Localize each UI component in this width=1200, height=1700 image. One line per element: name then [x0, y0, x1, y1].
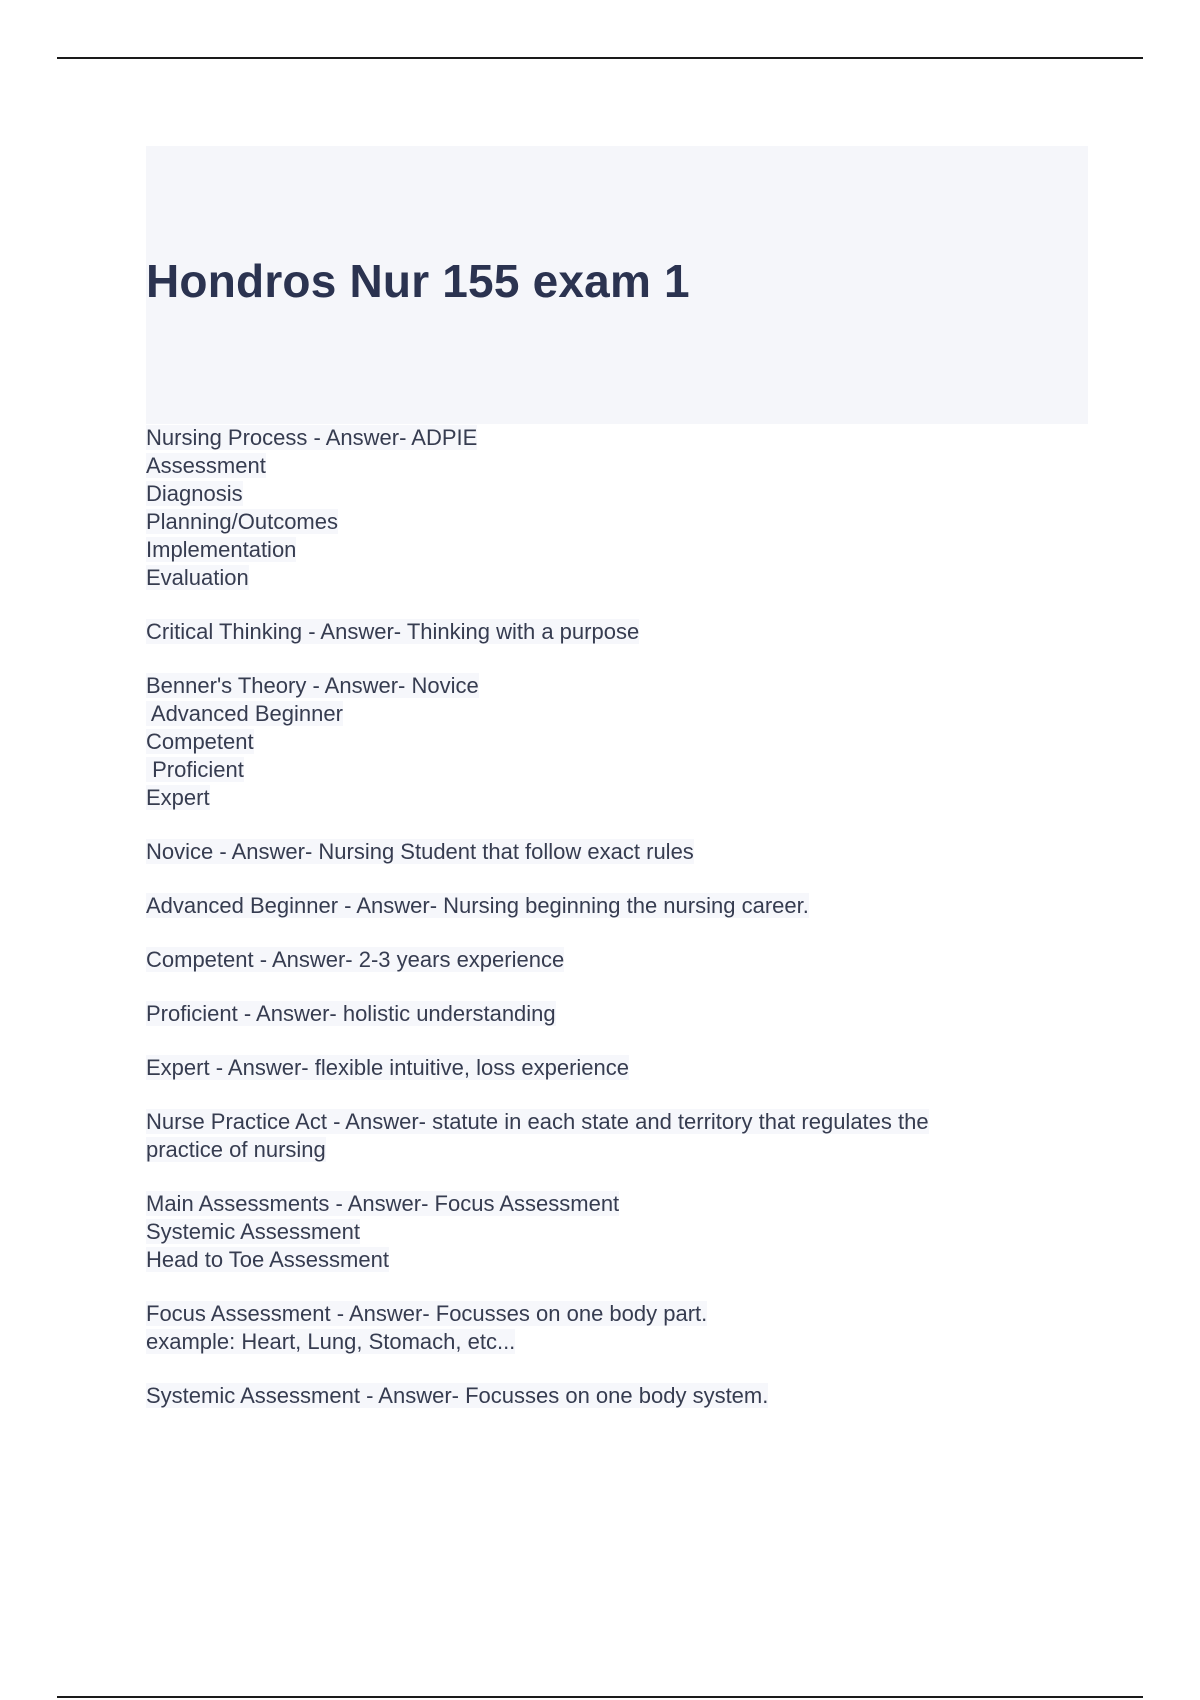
entry-line: Critical Thinking - Answer- Thinking with a purpose [146, 619, 640, 644]
entry-line: Head to Toe Assessment [146, 1247, 389, 1272]
entry-line: Systemic Assessment - Answer- Focusses on one body system. [146, 1383, 769, 1408]
qa-entry-advanced-beginner [146, 892, 1088, 920]
qa-entry-systemic-assessment [146, 1382, 1088, 1410]
entry-line: Benner's Theory - Answer- Novice [146, 673, 479, 698]
qa-entry-benners-theory [146, 672, 1088, 812]
qa-entry-main-assessments [146, 1190, 1088, 1274]
qa-entry-focus-assessment [146, 1300, 1088, 1356]
qa-entry-competent [146, 946, 1088, 974]
entry-line: Advanced Beginner [146, 701, 343, 726]
entry-line: Competent - Answer- 2-3 years experience [146, 947, 565, 972]
qa-entry-nurse-practice-act [146, 1108, 1088, 1164]
entry-line: Nursing Process - Answer- ADPIE [146, 425, 478, 450]
entry-line: Novice - Answer- Nursing Student that follow exact rules [146, 839, 694, 864]
qa-entry-novice [146, 838, 1088, 866]
qa-entry-proficient [146, 1000, 1088, 1028]
entry-line: Evaluation [146, 565, 249, 590]
entry-line: Systemic Assessment [146, 1219, 360, 1244]
document-body [146, 424, 1088, 1436]
entry-line: Proficient - Answer- holistic understanding [146, 1001, 556, 1026]
entry-line: Advanced Beginner - Answer- Nursing beginning the nursing career. [146, 893, 809, 918]
qa-entry-nursing-process [146, 424, 1088, 592]
entry-line: Expert - Answer- flexible intuitive, loss experience [146, 1055, 629, 1080]
qa-entry-critical-thinking [146, 618, 1088, 646]
entry-line: Competent [146, 729, 254, 754]
entry-line: example: Heart, Lung, Stomach, etc... [146, 1329, 516, 1354]
title-banner [146, 146, 1088, 424]
entry-line: Assessment [146, 453, 266, 478]
entry-line: Expert [146, 785, 210, 810]
qa-entry-expert [146, 1054, 1088, 1082]
entry-line: Planning/Outcomes [146, 509, 338, 534]
entry-line: Proficient [146, 757, 244, 782]
entry-line: Nurse Practice Act - Answer- statute in each state and territory that regulates the [146, 1109, 929, 1134]
entry-line: practice of nursing [146, 1137, 326, 1162]
entry-line: Main Assessments - Answer- Focus Assessment [146, 1191, 620, 1216]
bottom-divider [57, 1696, 1143, 1698]
entry-line: Implementation [146, 537, 297, 562]
top-divider [57, 57, 1143, 59]
document-title: Hondros Nur 155 exam 1 [146, 255, 690, 307]
entry-line: Focus Assessment - Answer- Focusses on one body part. [146, 1301, 708, 1326]
entry-line: Diagnosis [146, 481, 243, 506]
